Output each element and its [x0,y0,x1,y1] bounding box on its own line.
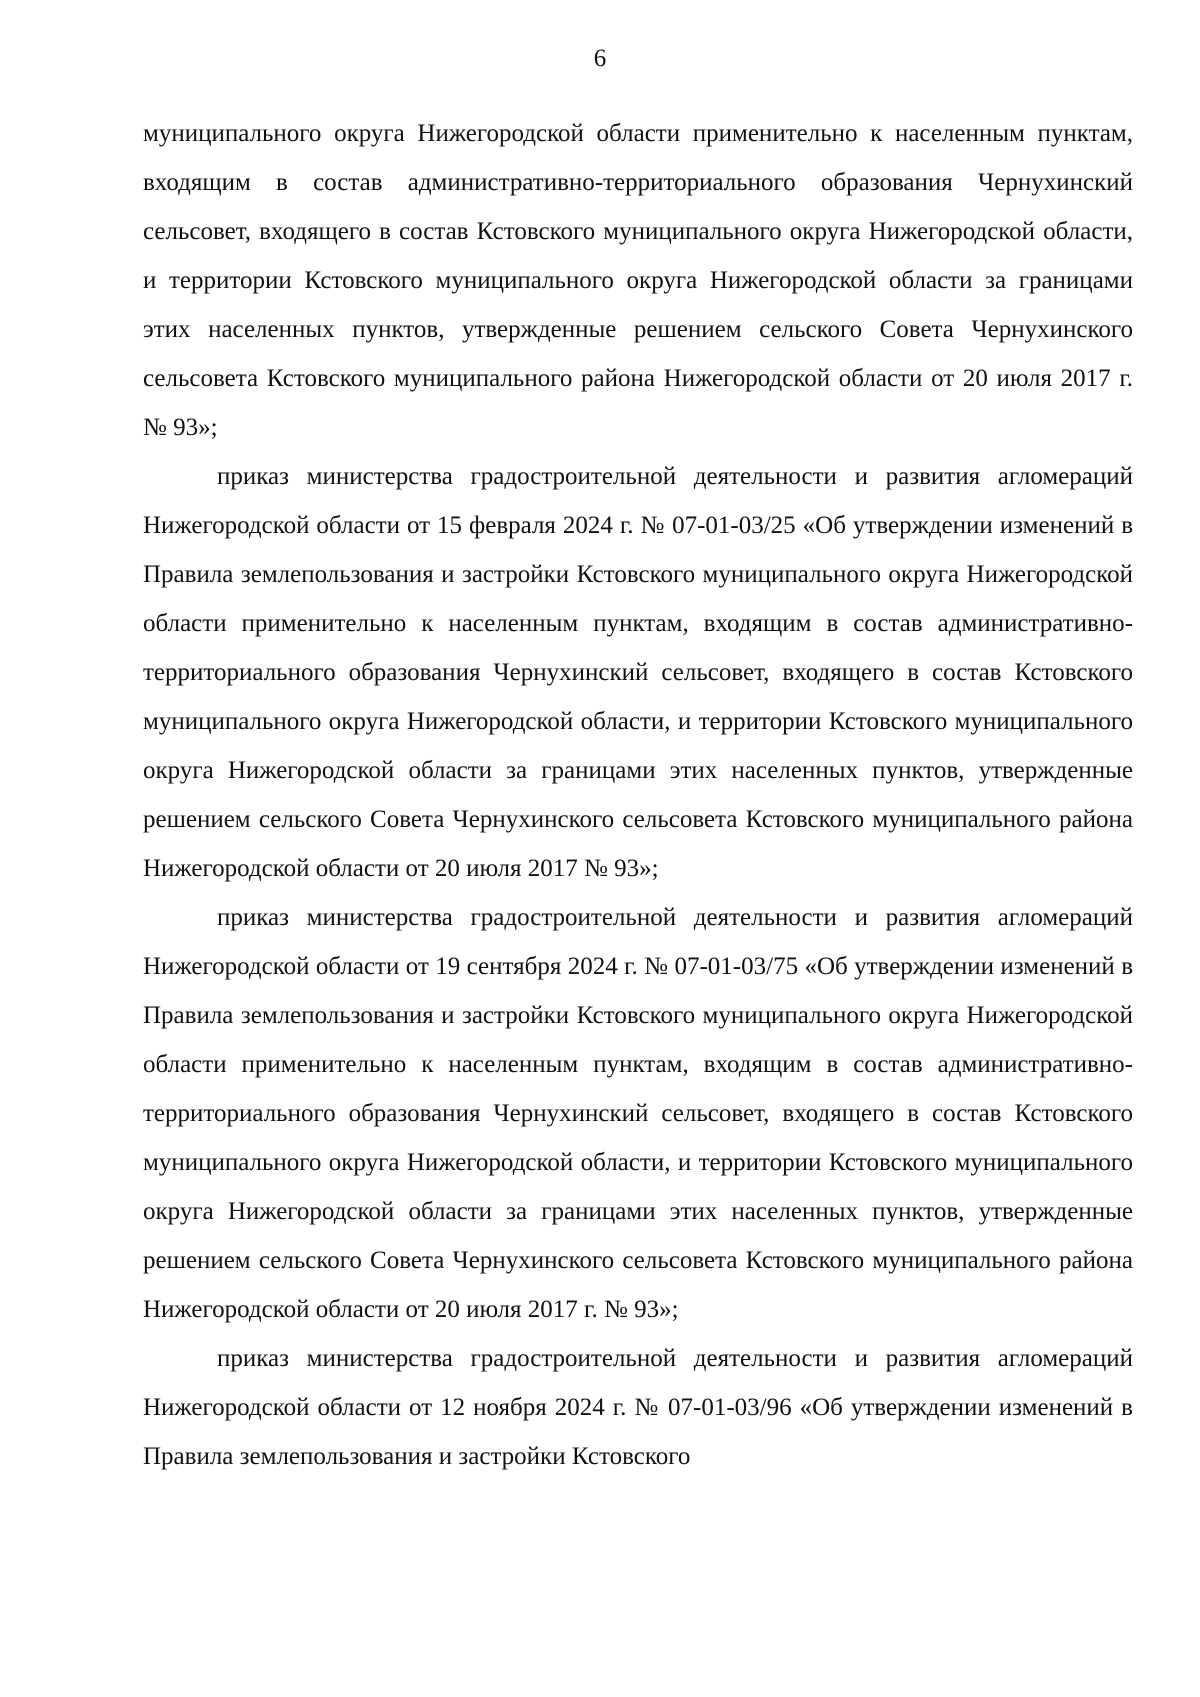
paragraph-order-september: приказ министерства градостроительной деятельности и развития агломераций Нижегородской области от 19 сентября 2024 г. № 07-01-03/75 «Об утверждении изменений в Правила землепользования и застройки Кстовского муниципального округа Нижегородской области применительно к населенным пунктам, входящим в состав административно-территориального образования Чернухинский сельсовет, входящего в состав Кстовского муниципального округа Нижегородской области, и территории Кстовского муниципального округа Нижегородской области за границами этих населенных пунктов, утвержденные решением сельского Совета Чернухинского сельсовета Кстовского муниципального района Нижегородской области от 20 июля 2017 г. № 93»; [143,904,1133,1323]
paragraph-order-november: приказ министерства градостроительной деятельности и развития агломераций Нижегородской области от 12 ноября 2024 г. № 07-01-03/96 «Об утверждении изменений в Правила землепользования и застройки Кстовского [143,1345,1133,1470]
document-body [143,109,1133,1481]
page-number: 6 [593,45,607,72]
paragraph-continuation: муниципального округа Нижегородской области применительно к населенным пунктам, входящим в состав административно-территориального образования Чернухинский сельсовет, входящего в состав Кстовского муниципального округа Нижегородской области, и территории Кстовского муниципального округа Нижегородской области за границами этих населенных пунктов, утвержденные решением сельского Совета Чернухинского сельсовета Кстовского муниципального района Нижегородской области от 20 июля 2017 г. № 93»; [143,120,1133,441]
paragraph-order-february: приказ министерства градостроительной деятельности и развития агломераций Нижегородской области от 15 февраля 2024 г. № 07-01-03/25 «Об утверждении изменений в Правила землепользования и застройки Кстовского муниципального округа Нижегородской области применительно к населенным пунктам, входящим в состав административно-территориального образования Чернухинский сельсовет, входящего в состав Кстовского муниципального округа Нижегородской области, и территории Кстовского муниципального округа Нижегородской области за границами этих населенных пунктов, утвержденные решением сельского Совета Чернухинского сельсовета Кстовского муниципального района Нижегородской области от 20 июля 2017 № 93»; [143,463,1133,882]
